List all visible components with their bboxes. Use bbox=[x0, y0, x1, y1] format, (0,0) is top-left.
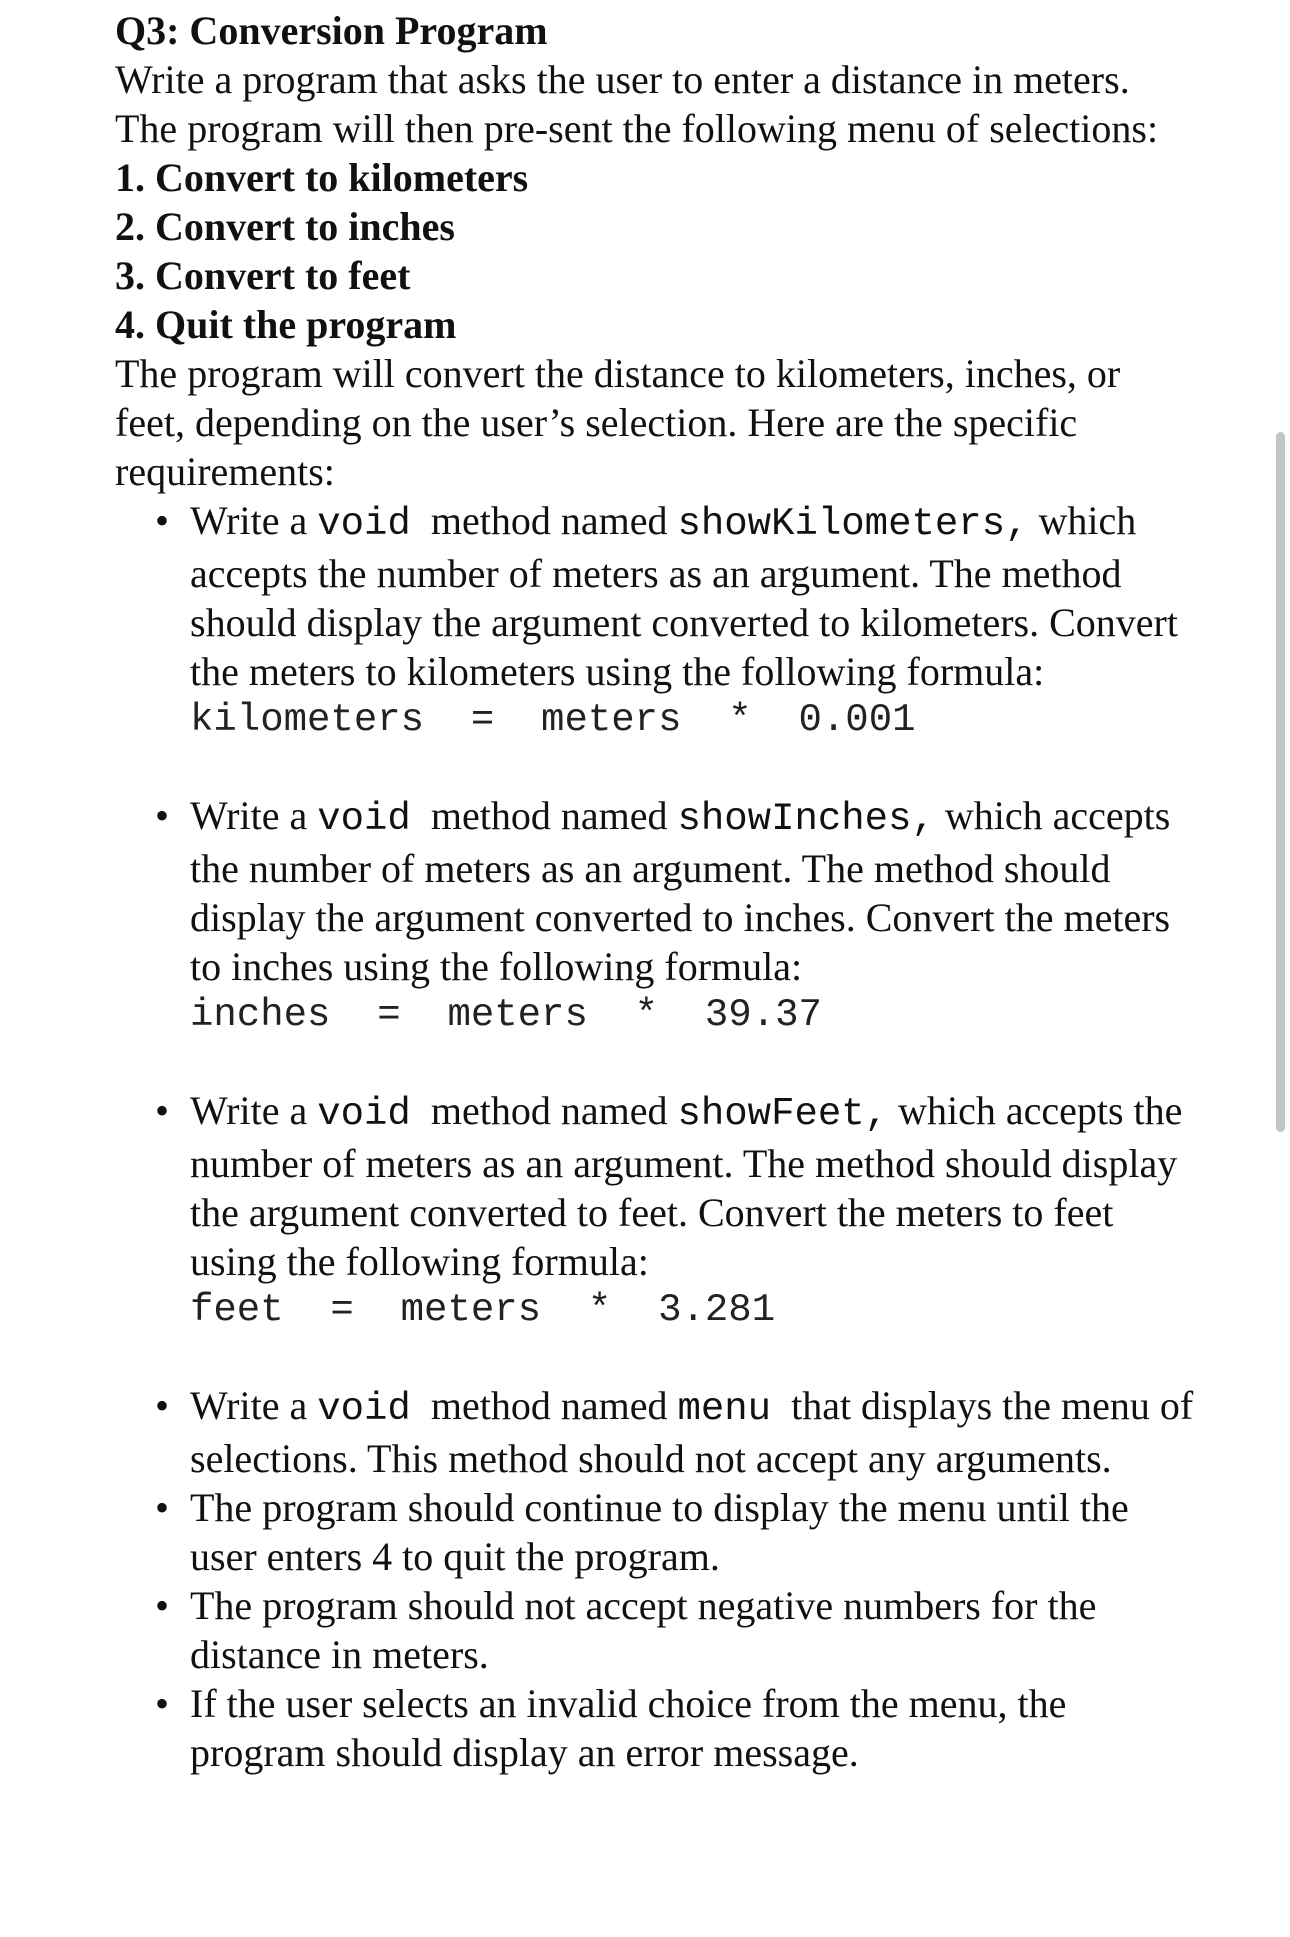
req-prefix: Write a bbox=[190, 498, 308, 543]
question-title: Q3: Conversion Program bbox=[115, 8, 548, 53]
req-type-void: void bbox=[317, 1092, 411, 1136]
req-type-void: void bbox=[317, 502, 411, 546]
bullet-icon: • bbox=[155, 1681, 170, 1726]
requirement-invalid-choice bbox=[115, 1679, 1195, 1777]
requirement-show-feet bbox=[115, 1086, 1195, 1335]
req-description: which accepts the number of meters as an argument. The method should display the argument converted to inches. Convert the meters to inches using the following formula: bbox=[190, 793, 1171, 989]
req-text: The program should not accept negative numbers for the distance in meters. bbox=[190, 1583, 1097, 1677]
document-page bbox=[115, 6, 1195, 1777]
req-description: which accepts the number of meters as an argument. The method should display the argument converted to kilometers. Convert the meters to kilometers using the following formula: bbox=[190, 498, 1178, 694]
req-prefix: Write a bbox=[190, 793, 308, 838]
req-mid: method named bbox=[430, 498, 668, 543]
vertical-scrollbar[interactable] bbox=[1276, 432, 1285, 1132]
req-description: which accepts the number of meters as an argument. The method should display the argument converted to feet. Convert the meters to feet using the following formula: bbox=[190, 1088, 1183, 1284]
requirement-show-inches bbox=[115, 791, 1195, 1040]
requirement-menu-method bbox=[115, 1381, 1195, 1483]
req-mid: method named bbox=[430, 1383, 668, 1428]
inches-formula: inches = meters * 39.37 bbox=[190, 993, 822, 1037]
req-mid: method named bbox=[430, 793, 668, 838]
req-method-name: showInches, bbox=[677, 797, 935, 841]
req-prefix: Write a bbox=[190, 1088, 308, 1133]
req-method-name: menu bbox=[677, 1387, 772, 1431]
menu-option-4: 4. Quit the program bbox=[115, 302, 457, 347]
req-description: that displays the menu of selections. This method should not accept any arguments. bbox=[190, 1383, 1194, 1481]
menu-option-1: 1. Convert to kilometers bbox=[115, 155, 529, 200]
bullet-icon: • bbox=[155, 1088, 170, 1133]
req-method-name: showKilometers, bbox=[677, 502, 1029, 546]
req-method-name: showFeet, bbox=[677, 1092, 889, 1136]
requirement-show-kilometers bbox=[115, 496, 1195, 745]
feet-formula: feet = meters * 3.281 bbox=[190, 1288, 776, 1332]
bullet-icon: • bbox=[155, 1383, 170, 1428]
req-prefix: Write a bbox=[190, 1383, 308, 1428]
req-type-void: void bbox=[317, 1387, 411, 1431]
requirements-list bbox=[115, 496, 1195, 1777]
requirements-intro: The program will convert the distance to kilometers, inches, or feet, depending on the user’s selection. Here are the specific requirements: bbox=[115, 351, 1121, 494]
req-text: The program should continue to display the menu until the user enters 4 to quit the program. bbox=[190, 1485, 1129, 1579]
bullet-icon: • bbox=[155, 1583, 170, 1628]
req-text: If the user selects an invalid choice from the menu, the program should display an error message. bbox=[190, 1681, 1067, 1775]
req-mid: method named bbox=[430, 1088, 668, 1133]
req-type-void: void bbox=[317, 797, 411, 841]
intro-paragraph: Write a program that asks the user to enter a distance in meters. The program will then pre-sent the following menu of selections: bbox=[115, 57, 1159, 151]
bullet-icon: • bbox=[155, 793, 170, 838]
bullet-icon: • bbox=[155, 498, 170, 543]
requirement-no-negative bbox=[115, 1581, 1195, 1679]
menu-option-3: 3. Convert to feet bbox=[115, 253, 411, 298]
menu-option-2: 2. Convert to inches bbox=[115, 204, 455, 249]
bullet-icon: • bbox=[155, 1485, 170, 1530]
requirement-loop-until-quit bbox=[115, 1483, 1195, 1581]
kilometers-formula: kilometers = meters * 0.001 bbox=[190, 698, 916, 742]
